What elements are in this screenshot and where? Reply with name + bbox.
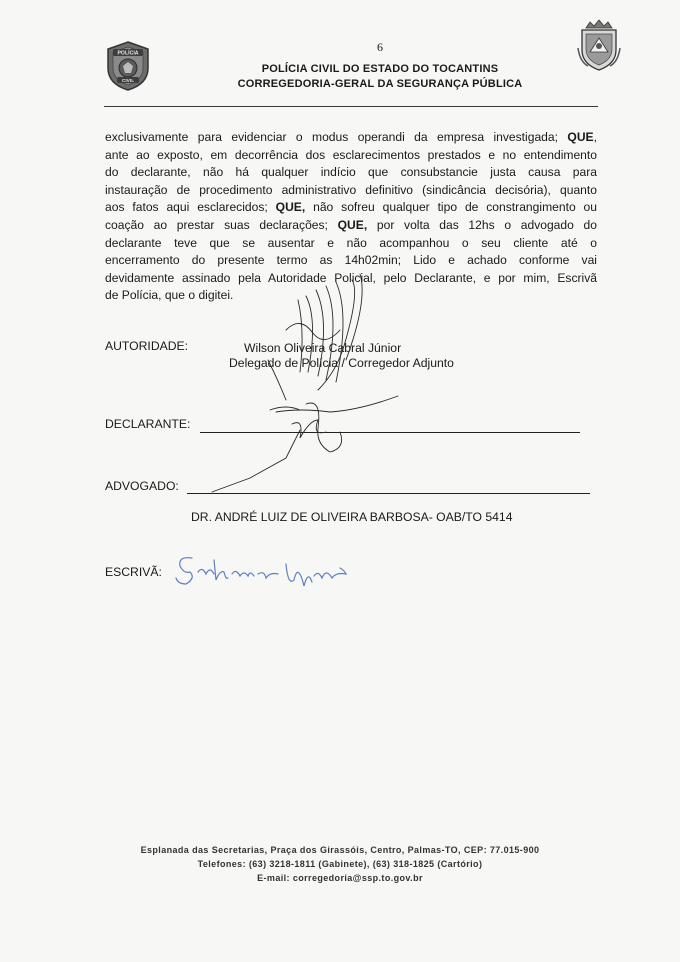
autoridade-role: Delegado de Polícia / Corregedor Adjunto <box>229 356 454 370</box>
text-line: declarante teve que se ausentar e não acompanhou o seu cliente até o <box>105 235 597 250</box>
footer-email: E-mail: corregedoria@ssp.to.gov.br <box>257 873 423 883</box>
deposition-text <box>105 129 597 305</box>
footer-phones: Telefones: (63) 3218-1811 (Gabinete), (63) 318-1825 (Cartório) <box>197 859 483 869</box>
header-department: CORREGEDORIA-GERAL DA SEGURANÇA PÚBLICA <box>237 78 523 90</box>
text-line: ante ao exposto, em decorrência dos esclarecimentos prestados e no entendimento <box>105 147 597 162</box>
page-number: 6 <box>377 40 383 54</box>
declarante-signature-line <box>200 432 580 433</box>
advogado-signature-line <box>187 493 590 494</box>
declarante-label: DECLARANTE: <box>105 417 191 431</box>
header-divider <box>104 106 598 107</box>
footer-address: Esplanada das Secretarias, Praça dos Girassóis, Centro, Palmas-TO, CEP: 77.015-900 <box>140 845 540 855</box>
escriva-signature <box>176 558 346 586</box>
autoridade-label: AUTORIDADE: <box>105 339 189 353</box>
escriva-label: ESCRIVÃ: <box>105 565 162 579</box>
advogado-name: DR. ANDRÉ LUIZ DE OLIVEIRA BARBOSA- OAB/TO 5414 <box>191 510 513 524</box>
badge-text-bottom: CIVIL <box>121 78 135 84</box>
advogado-label: ADVOGADO: <box>105 479 179 493</box>
text-line: coação ao prestar suas declarações; QUE, por volta das 12hs o advogado do <box>105 217 597 232</box>
header-institution: POLÍCIA CIVIL DO ESTADO DO TOCANTINS <box>261 63 499 75</box>
badge-text-top: POLÍCIA <box>117 50 139 57</box>
text-line: do declarante, não há qualquer indício que consubstancie justa causa para <box>105 165 597 180</box>
text-line: encerramento do presente termo as 14h02min; Lido e achado conforme vai <box>105 253 597 268</box>
text-line: instauração de procedimento administrativo definitivo (sindicância decisória), quanto <box>105 182 597 197</box>
text-line: devidamente assinado pela Autoridade Policial, pelo Declarante, e por mim, Escrivã <box>105 270 597 285</box>
autoridade-name: Wilson Oliveira Cabral Júnior <box>244 341 402 355</box>
text-line: de Polícia, que o digitei. <box>105 288 234 303</box>
text-line: exclusivamente para evidenciar o modus operandi da empresa investigada; QUE, <box>105 130 597 144</box>
text-line: aos fatos aqui esclarecidos; QUE, não sofreu qualquer tipo de constrangimento ou <box>105 200 597 215</box>
declarante-signature <box>212 396 398 492</box>
